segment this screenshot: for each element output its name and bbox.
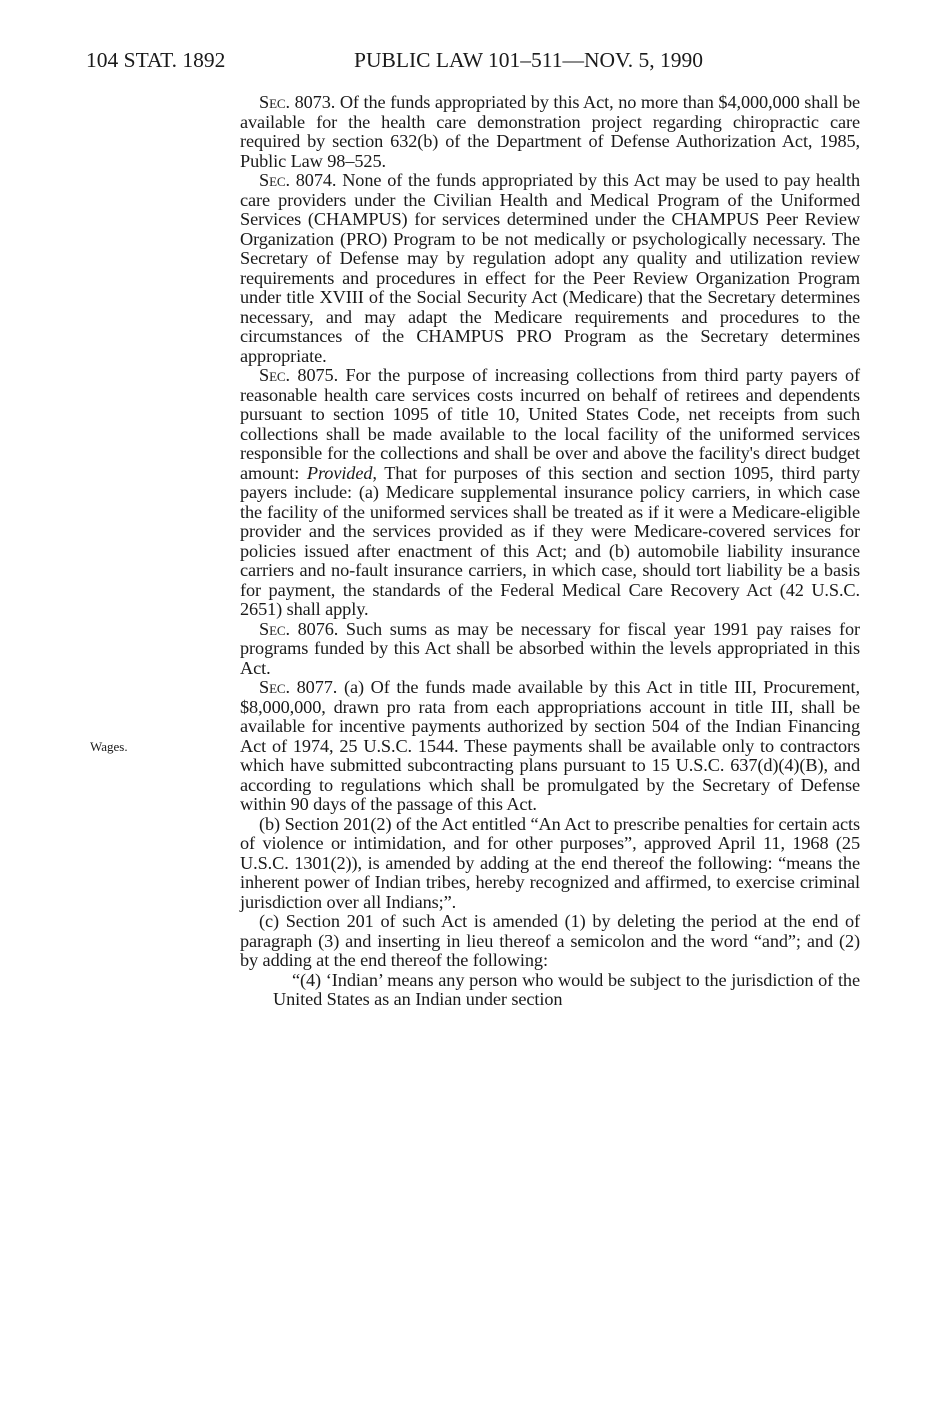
section-8074	[240, 171, 860, 366]
section-text: 8074. None of the funds appropriated by this Act may be used to pay health care providers under the Civilian Health and Medical Program of the Uniformed Services (CHAMPUS) for services determined under the CHAMPUS Peer Review Organization (PRO) Program to be not medically or psychologically necessary. The Secretary of Defense may by regulation adopt any quality and utilization review requirements and procedures in effect for the Peer Review Organization Program under title XVIII of the Social Security Act (Medicare) that the Secretary determines necessary, and may adapt the Medicare requirements and procedures to the circumstances of the CHAMPUS PRO Program as the Secretary determines appropriate.	[240, 170, 860, 366]
margin-note-wages: Wages.	[90, 739, 128, 754]
section-text: 8077. (a) Of the funds made available by this Act in title III, Procurement, $8,000,000, drawn pro rata from each appropriations account in title III, shall be available for incentive payments authorized by section 504 of the Indian Financing Act of 1974, 25 U.S.C. 1544. These payments shall be available only to contractors which have submitted subcontracting plans pursuant to 15 U.S.C. 637(d)(4)(B), and according to regulations which shall be promulgated by the Secretary of Defense within 90 days of the passage of this Act.	[240, 677, 860, 814]
section-8073	[240, 93, 860, 171]
public-law-citation: PUBLIC LAW 101–511—NOV. 5, 1990	[354, 48, 704, 72]
proviso-italic: Provided,	[306, 462, 377, 483]
section-8075	[240, 366, 860, 620]
page-header	[86, 44, 766, 76]
section-text: 8073. Of the funds appropriated by this Act, no more than $4,000,000 shall be available for the health care demonstration project regarding chiropractic care required by section 632(b) of the Department of Defense Authorization Act, 1985, Public Law 98–525.	[240, 92, 860, 171]
section-label: Sec.	[259, 677, 290, 697]
section-text: 8075. For the purpose of increasing collections from third party payers of reasonable health care services costs incurred on behalf of retirees and dependents pursuant to section 1095 of title 10, United States Code, net receipts from such collections shall be made available to the local facility of the uniformed services responsible for the collections and shall be over and above the facility's direct budget amount:	[240, 365, 860, 483]
stat-page-number: 104 STAT. 1892	[86, 48, 226, 72]
section-label: Sec.	[259, 365, 290, 385]
section-8077	[240, 678, 860, 815]
body-text	[240, 93, 860, 1010]
section-label: Sec.	[259, 618, 290, 639]
section-text-continued: That for purposes of this section and section 1095, third party payers include: (a) Medicare supplemental insurance policy carriers, in which case the facility of the uniformed services shall be treated as if it were a Medicare-eligible provider and the services provided as if they were Medicare-covered services for policies issued after enactment of this Act; and (b) automobile liability insurance carriers and no-fault insurance carriers, in which case, should tort liability be a basis for payment, the standards of the Federal Medical Care Recovery Act (42 U.S.C. 2651) shall apply.	[240, 462, 861, 619]
section-label: Sec.	[259, 170, 290, 190]
quoted-paragraph-4: “(4) ‘Indian’ means any person who would be subject to the jurisdiction of the United States as an Indian under section	[273, 969, 860, 1009]
section-8076	[240, 620, 860, 679]
section-label: Sec.	[259, 92, 290, 112]
section-text: 8076. Such sums as may be necessary for fiscal year 1991 pay raises for programs funded by this Act shall be absorbed within the levels appropriated in this Act.	[240, 618, 860, 678]
subsection-b: (b) Section 201(2) of the Act entitled “An Act to prescribe penalties for certain acts of violence or intimidation, and for other purposes”, approved April 11, 1968 (25 U.S.C. 1301(2)), is amended by adding at the end thereof the following: “means the inherent power of Indian tribes, hereby recognized and affirmed, to exercise criminal jurisdiction over all Indians;”.	[240, 813, 860, 912]
subsection-c: (c) Section 201 of such Act is amended (1) by deleting the period at the end of paragraph (3) and inserting in lieu thereof a semicolon and the word “and”; and (2) by adding at the end thereof the following:	[240, 911, 860, 970]
